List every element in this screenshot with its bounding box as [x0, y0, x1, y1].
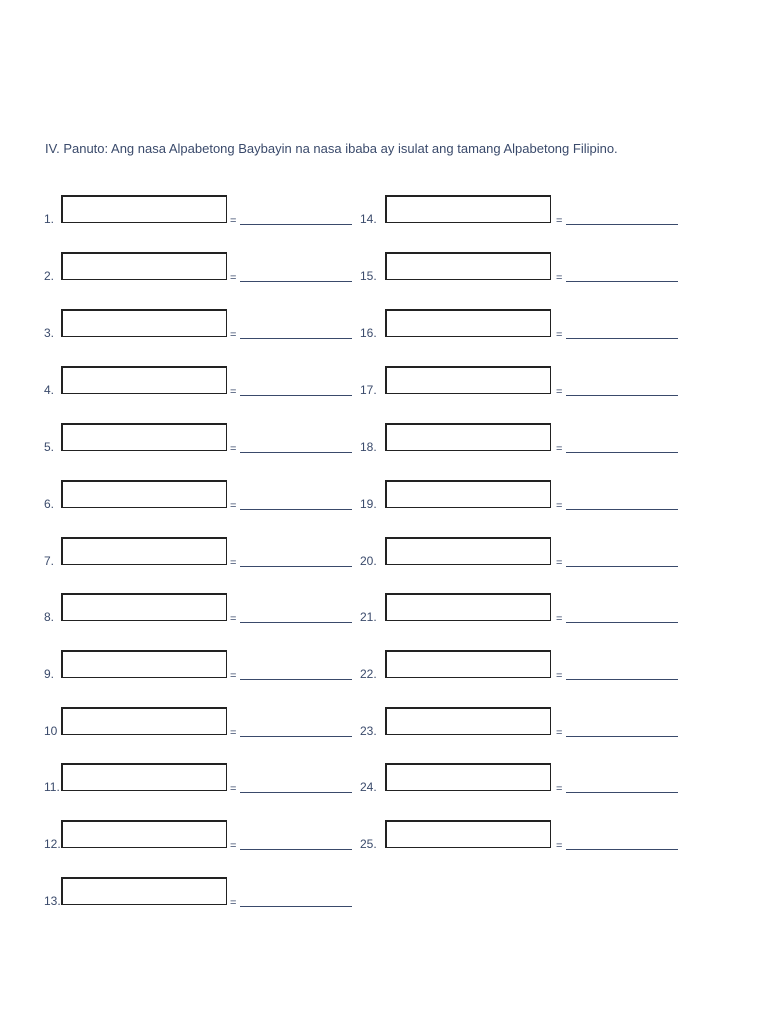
baybayin-box	[385, 423, 551, 451]
baybayin-box	[61, 480, 227, 508]
item-number: 10	[44, 724, 58, 738]
item-number: 7.	[44, 554, 55, 568]
baybayin-box	[61, 537, 227, 565]
item-number: 24.	[360, 780, 377, 794]
baybayin-box	[61, 252, 227, 280]
answer-line[interactable]	[566, 736, 678, 737]
equals-sign: =	[556, 670, 563, 682]
answer-line[interactable]	[240, 452, 352, 453]
equals-sign: =	[230, 443, 237, 455]
worksheet-item	[44, 309, 374, 341]
answer-line[interactable]	[240, 224, 352, 225]
item-number: 13.	[44, 894, 61, 908]
baybayin-box	[61, 763, 227, 791]
baybayin-box	[61, 423, 227, 451]
equals-sign: =	[230, 500, 237, 512]
answer-line[interactable]	[566, 622, 678, 623]
equals-sign: =	[556, 727, 563, 739]
equals-sign: =	[556, 386, 563, 398]
worksheet-item	[360, 366, 690, 398]
item-number: 16.	[360, 326, 377, 340]
baybayin-box	[385, 366, 551, 394]
answer-line[interactable]	[566, 452, 678, 453]
item-number: 25.	[360, 837, 377, 851]
equals-sign: =	[230, 272, 237, 284]
item-number: 22.	[360, 667, 377, 681]
equals-sign: =	[230, 386, 237, 398]
equals-sign: =	[556, 557, 563, 569]
worksheet-item	[44, 707, 374, 739]
baybayin-box	[385, 593, 551, 621]
worksheet-item	[360, 423, 690, 455]
answer-line[interactable]	[240, 395, 352, 396]
equals-sign: =	[556, 329, 563, 341]
item-number: 20.	[360, 554, 377, 568]
worksheet-item	[44, 650, 374, 682]
answer-line[interactable]	[566, 566, 678, 567]
baybayin-box	[61, 877, 227, 905]
equals-sign: =	[230, 727, 237, 739]
equals-sign: =	[556, 215, 563, 227]
answer-line[interactable]	[566, 849, 678, 850]
answer-line[interactable]	[240, 679, 352, 680]
item-number: 6.	[44, 497, 55, 511]
answer-line[interactable]	[240, 906, 352, 907]
worksheet-item	[44, 763, 374, 795]
answer-line[interactable]	[240, 622, 352, 623]
worksheet-item	[44, 480, 374, 512]
baybayin-box	[385, 537, 551, 565]
equals-sign: =	[230, 670, 237, 682]
item-number: 5.	[44, 440, 55, 454]
baybayin-box	[61, 650, 227, 678]
answer-line[interactable]	[566, 395, 678, 396]
equals-sign: =	[230, 557, 237, 569]
equals-sign: =	[230, 840, 237, 852]
answer-line[interactable]	[240, 281, 352, 282]
item-number: 9.	[44, 667, 55, 681]
worksheet-item	[360, 195, 690, 227]
worksheet-item	[360, 820, 690, 852]
item-number: 15.	[360, 269, 377, 283]
baybayin-box	[61, 195, 227, 223]
answer-line[interactable]	[566, 509, 678, 510]
equals-sign: =	[230, 329, 237, 341]
worksheet-item	[360, 480, 690, 512]
baybayin-box	[385, 195, 551, 223]
baybayin-box	[385, 480, 551, 508]
item-number: 21.	[360, 610, 377, 624]
answer-line[interactable]	[240, 338, 352, 339]
worksheet-item	[44, 252, 374, 284]
equals-sign: =	[556, 783, 563, 795]
baybayin-box	[61, 593, 227, 621]
equals-sign: =	[230, 215, 237, 227]
baybayin-box	[61, 820, 227, 848]
answer-line[interactable]	[566, 224, 678, 225]
baybayin-box	[385, 309, 551, 337]
item-number: 12.	[44, 837, 61, 851]
equals-sign: =	[230, 897, 237, 909]
equals-sign: =	[556, 840, 563, 852]
equals-sign: =	[230, 783, 237, 795]
worksheet-item	[360, 537, 690, 569]
item-number: 8.	[44, 610, 55, 624]
worksheet-item	[360, 252, 690, 284]
baybayin-box	[385, 252, 551, 280]
worksheet-item	[44, 537, 374, 569]
item-number: 17.	[360, 383, 377, 397]
answer-line[interactable]	[240, 849, 352, 850]
equals-sign: =	[556, 443, 563, 455]
worksheet-item	[360, 650, 690, 682]
worksheet-item	[44, 820, 374, 852]
baybayin-box	[385, 763, 551, 791]
baybayin-box	[385, 650, 551, 678]
worksheet-item	[360, 707, 690, 739]
baybayin-box	[61, 366, 227, 394]
baybayin-box	[61, 707, 227, 735]
item-number: 23.	[360, 724, 377, 738]
instructions-text: IV. Panuto: Ang nasa Alpabetong Baybayin na nasa ibaba ay isulat ang tamang Alpabetong Filipino.	[45, 141, 618, 156]
answer-line[interactable]	[566, 281, 678, 282]
equals-sign: =	[230, 613, 237, 625]
answer-line[interactable]	[240, 509, 352, 510]
worksheet-item	[44, 195, 374, 227]
answer-line[interactable]	[240, 792, 352, 793]
equals-sign: =	[556, 613, 563, 625]
item-number: 1.	[44, 212, 55, 226]
worksheet-item	[360, 763, 690, 795]
worksheet-item	[360, 593, 690, 625]
answer-line[interactable]	[566, 679, 678, 680]
worksheet-item	[360, 309, 690, 341]
answer-line[interactable]	[240, 736, 352, 737]
worksheet-item	[44, 423, 374, 455]
item-number: 11.	[44, 780, 60, 794]
worksheet-item	[44, 366, 374, 398]
item-number: 3.	[44, 326, 55, 340]
answer-line[interactable]	[240, 566, 352, 567]
worksheet-item	[44, 877, 374, 909]
answer-line[interactable]	[566, 792, 678, 793]
worksheet-item	[44, 593, 374, 625]
item-number: 4.	[44, 383, 55, 397]
answer-line[interactable]	[566, 338, 678, 339]
item-number: 19.	[360, 497, 377, 511]
equals-sign: =	[556, 272, 563, 284]
baybayin-box	[385, 820, 551, 848]
item-number: 2.	[44, 269, 55, 283]
baybayin-box	[61, 309, 227, 337]
baybayin-box	[385, 707, 551, 735]
equals-sign: =	[556, 500, 563, 512]
item-number: 14.	[360, 212, 377, 226]
item-number: 18.	[360, 440, 377, 454]
